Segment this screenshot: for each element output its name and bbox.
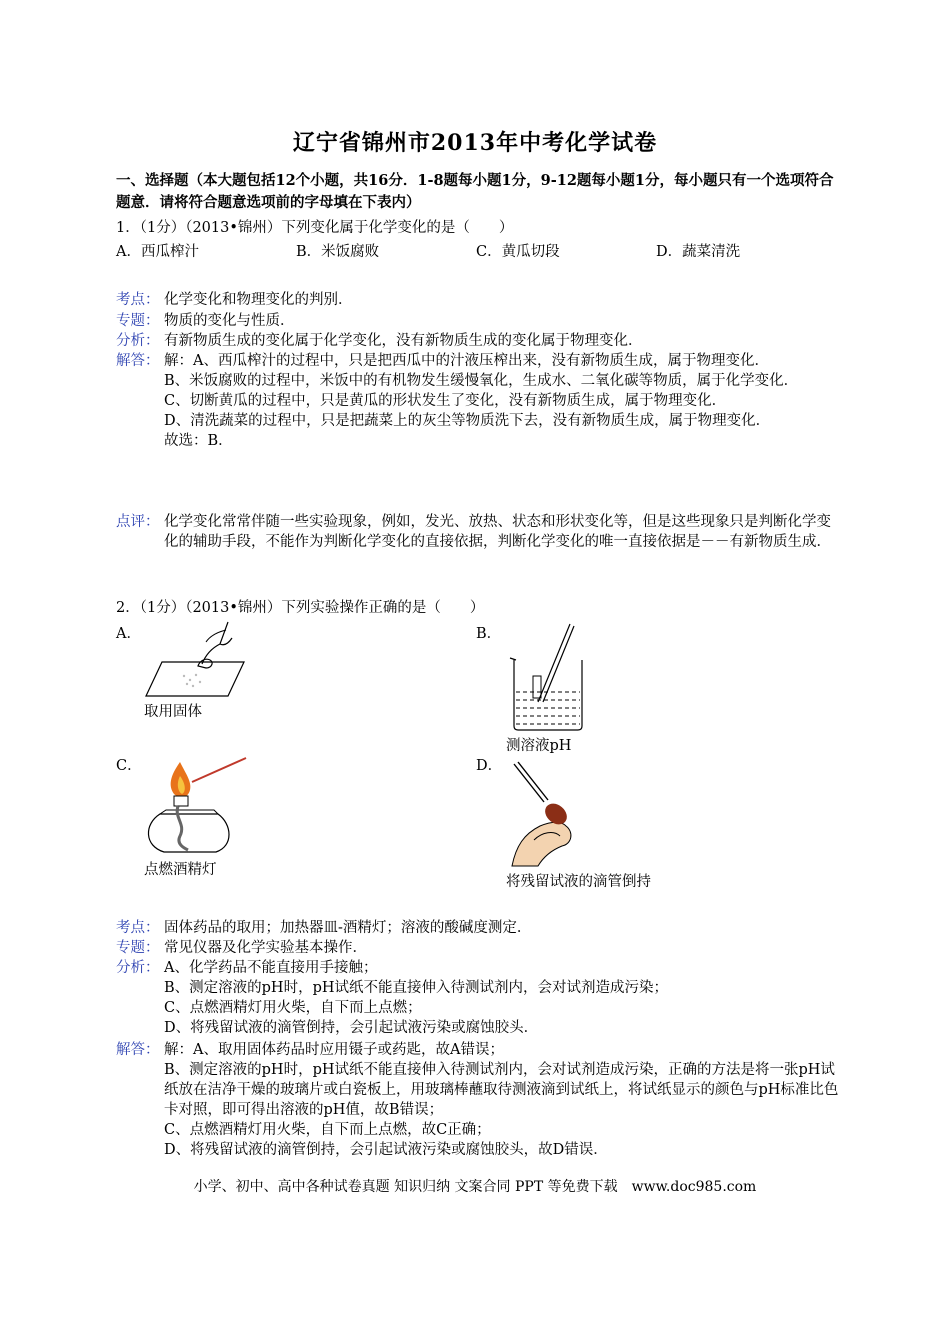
q2-fenxi-line: D、将残留试液的滴管倒持，会引起试液污染或腐蚀胶头． [164, 1020, 539, 1036]
take-solid-figure [140, 618, 250, 700]
q1-option-d: D．蔬菜清洗 [656, 244, 741, 260]
q1-jieda-line: D、清洗蔬菜的过程中，只是把蔬菜上的灰尘等物质洗下去，没有新物质生成，属于物理变化． [164, 413, 771, 429]
q2-kaodian-label: 考点： [116, 920, 160, 936]
q2-stem: 2．（1分）（2013•锦州）下列实验操作正确的是（ ） [116, 600, 485, 616]
alcohol-lamp-figure [140, 752, 260, 858]
q1-fenxi-label: 分析： [116, 333, 160, 349]
q2-option-d-caption: 将残留试液的滴管倒持 [506, 874, 651, 890]
q2-option-a-caption: 取用固体 [144, 704, 202, 720]
q2-jieda-line: 解：A、取用固体药品时应用镊子或药匙，故A错误； [164, 1042, 504, 1058]
q1-dianping-label: 点评： [116, 514, 160, 530]
q1-kaodian: 化学变化和物理变化的判别． [164, 292, 353, 308]
q2-jieda-line: B、测定溶液的pH时，pH试纸不能直接伸入待测试剂内，会对试剂造成污染，正确的方法是将一张pH试纸放在洁净干燥的玻璃片或白瓷板上，用玻璃棒蘸取待测液滴到试纸上，将试纸显示的颜色与pH标准比色卡对照，即可得出溶液的pH值，故B错误； [164, 1062, 839, 1118]
page-footer: 小学、初中、高中各种试卷真题 知识归纳 文案合同 PPT 等免费下载 www.doc985.com [193, 1179, 757, 1195]
q2-fenxi-line: C、点燃酒精灯用火柴，自下而上点燃； [164, 1000, 422, 1016]
q1-kaodian-label: 考点： [116, 292, 160, 308]
section-heading: 一、选择题（本大题包括12个小题，共16分．1-8题每小题1分，9-12题每小题1分，每小题只有一个选项符合题意．请将符合题意选项前的字母填在下表内） [116, 172, 834, 211]
q2-option-c-caption: 点燃酒精灯 [144, 862, 217, 878]
q2-fenxi-label: 分析： [116, 960, 160, 976]
q2-zhuanti-label: 专题： [116, 940, 160, 956]
q2-option-d-letter: D． [476, 758, 503, 774]
q2-option-b-letter: B． [476, 626, 502, 642]
q2-zhuanti: 常见仪器及化学实验基本操作． [164, 940, 367, 956]
q1-jieda-line: 故选：B． [164, 433, 233, 449]
q2-kaodian: 固体药品的取用；加热器皿-酒精灯；溶液的酸碱度测定． [164, 920, 532, 936]
q2-fenxi-line: B、测定溶液的pH时，pH试纸不能直接伸入待测试剂内，会对试剂造成污染； [164, 980, 669, 996]
q1-stem: 1．（1分）（2013•锦州）下列变化属于化学变化的是（ ） [116, 220, 514, 236]
q1-jieda-line: C、切断黄瓜的过程中，只是黄瓜的形状发生了变化，没有新物质生成，属于物理变化． [164, 393, 727, 409]
q1-dianping: 化学变化常常伴随一些实验现象，例如，发光、放热、状态和形状变化等，但是这些现象只是判断化学变化的辅助手段，不能作为判断化学变化的直接依据，判断化学变化的唯一直接依据是－－有新物质生成． [164, 514, 831, 550]
q1-jieda-label: 解答： [116, 353, 160, 369]
q1-fenxi: 有新物质生成的变化属于化学变化，没有新物质生成的变化属于物理变化． [164, 333, 643, 349]
q2-jieda-line: C、点燃酒精灯用火柴，自下而上点燃，故C正确； [164, 1122, 491, 1138]
dropper-figure [504, 756, 590, 868]
q2-jieda-label: 解答： [116, 1042, 160, 1058]
q2-fenxi-line: A、化学药品不能直接用手接触； [164, 960, 378, 976]
q1-option-c: C．黄瓜切段 [476, 244, 560, 260]
q1-jieda-line: 解：A、西瓜榨汁的过程中，只是把西瓜中的汁液压榨出来，没有新物质生成，属于物理变化． [164, 353, 769, 369]
q1-option-a: A．西瓜榨汁 [116, 244, 199, 260]
q1-jieda-line: B、米饭腐败的过程中，米饭中的有机物发生缓慢氧化，生成水、二氧化碳等物质，属于化学变化． [164, 373, 799, 389]
q1-option-b: B．米饭腐败 [296, 244, 380, 260]
q2-jieda-line: D、将残留试液的滴管倒持，会引起试液污染或腐蚀胶头，故D错误． [164, 1142, 608, 1158]
q1-zhuanti: 物质的变化与性质． [164, 313, 295, 329]
page-title: 辽宁省锦州市2013年中考化学试卷 [292, 130, 658, 156]
q2-option-a-letter: A． [116, 626, 141, 642]
q2-option-c-letter: C． [116, 758, 142, 774]
q2-option-b-caption: 测溶液pH [506, 738, 572, 754]
ph-test-figure [508, 620, 588, 732]
q1-zhuanti-label: 专题： [116, 313, 160, 329]
